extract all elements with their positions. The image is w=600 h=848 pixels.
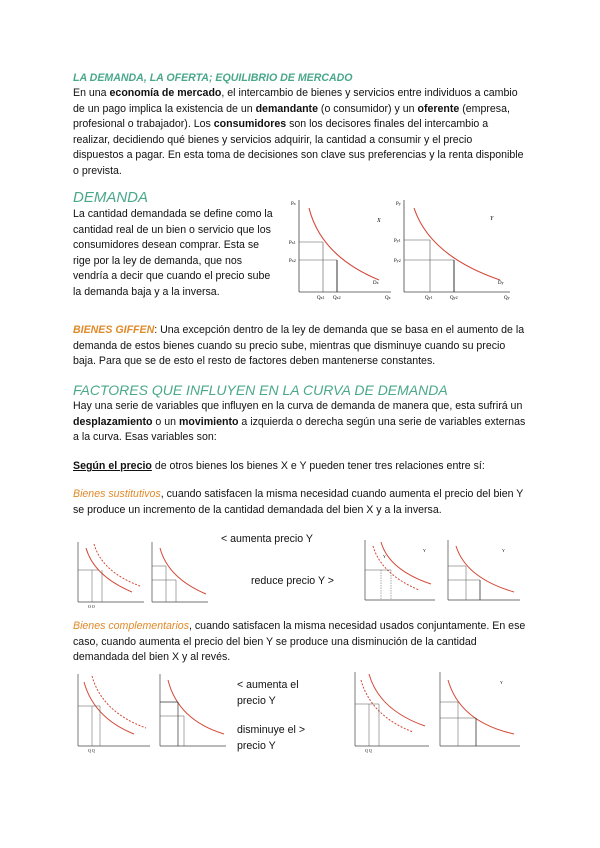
sustitutivos-paragraph [73,487,529,518]
sustitutivos-graph-x-up [72,540,146,608]
svg-text:Qy: Qy [504,295,510,301]
svg-text:Y: Y [383,554,386,559]
sustitutivos-caption-up: < aumenta precio Y [221,533,313,545]
complementarios-graph-x-down [347,670,431,754]
svg-text:X: X [377,218,381,224]
svg-text:Qy1: Qy1 [425,295,433,301]
complementarios-graph-y-up [154,672,228,754]
text: Hay una serie de variables que influyen en la curva de demanda de manera que, esta sufrirá un [73,400,523,412]
text: , el intercambio de bienes y servicios entre individuos a cambio de un pago implica la existencia de un [73,87,518,115]
sustitutivos-graph-y-up [146,540,210,608]
svg-text:Px2: Px2 [289,258,296,264]
svg-text:Qx2: Qx2 [333,295,341,301]
giffen-paragraph [73,323,529,370]
bold-term: economía de mercado [109,87,222,99]
svg-text:Qx1: Qx1 [317,295,325,301]
bold-term: movimiento [179,415,239,428]
svg-text:Y: Y [490,216,494,222]
svg-text:Q Q: Q Q [88,604,95,608]
svg-text:Qx: Qx [385,295,391,301]
svg-text:Y: Y [500,680,503,685]
complementarios-label: Bienes complementarios [73,620,189,632]
demand-graph-y [394,196,514,302]
sustitutivos-graph-y-down [440,538,522,608]
sustitutivos-graph-x-down [357,538,437,608]
text: de otros bienes los bienes X e Y pueden tener tres relaciones entre sí: [151,460,485,472]
bold-term: oferente [417,102,460,115]
intro-paragraph [73,86,525,180]
svg-text:Px: Px [291,201,296,207]
complementarios-paragraph [73,619,529,666]
text: , cuando satisfacen la misma necesidad usados conjuntamente. En ese caso, cuando aumenta el precio del bien Y se produce una disminución de la cantidad demandada del bien X y al revés. [73,620,526,664]
demand-graph-x [287,196,395,302]
text: , cuando satisfacen la misma necesidad cuando aumenta el precio del bien Y se produce un incremento de la cantidad demandada del bien X y a la inversa. [73,488,524,516]
sustitutivos-label: Bienes sustitutivos [73,488,161,500]
text: a izquierda o derecha según una serie de variables externas a la curva. Esas variables son: [73,415,526,444]
bold-term: desplazamiento [73,415,153,428]
text: son los decisores finales del intercambio a realizar, decidiendo qué bienes y servicios adquirir, la cantidad a consumir y el precio dispuestos a pagar. En esta toma de decisiones son clave sus preferencias y la renta disponible o prevista. [73,118,524,177]
intro-heading: LA DEMANDA, LA OFERTA; EQUILIBRIO DE MERCADO [73,72,353,84]
svg-text:Dx: Dx [373,280,379,286]
svg-text:Q Q: Q Q [88,748,95,753]
bold-term: consumidores [213,118,287,131]
complementarios-caption-down: disminuye el > precio Y [237,724,306,752]
svg-text:Py1: Py1 [394,238,401,244]
factores-paragraph [73,399,529,446]
text: (empresa, profesional o trabajador). Los [73,102,510,131]
svg-text:Py: Py [396,201,401,207]
demanda-text: La cantidad demandada se define como la cantidad real de un bien o servicio que los consumidores desean comprar. Esta se rige por la ley de demanda, que nos vendría a decir que cuando el precio sube la demanda baja y a la inversa. [73,208,273,298]
text: o un [152,415,179,428]
bold-term: demandante [255,102,318,115]
precio-label: Según el precio [73,460,152,472]
complementarios-graph-y-down [432,670,522,754]
svg-text:Qy2: Qy2 [450,295,458,301]
demanda-heading: DEMANDA [73,189,149,206]
text: : Una excepción dentro de la ley de demanda que se basa en el aumento de la demanda de estos bienes cuando su precio sube, mientras que disminuye cuando su precio baja. Para que se de esto el resto de factores deben mantenerse constantes. [73,324,525,368]
complementarios-caption-up: < aumenta el precio Y [237,679,299,707]
precio-paragraph [73,459,529,475]
svg-text:Y: Y [502,548,505,553]
complementarios-graph-x-up [72,672,152,754]
svg-text:Px1: Px1 [289,240,296,246]
svg-text:Y: Y [423,548,426,553]
text: En una [73,87,110,99]
svg-text:Q Q: Q Q [365,748,372,753]
sustitutivos-caption-down: reduce precio Y > [251,575,334,587]
factores-heading: FACTORES QUE INFLUYEN EN LA CURVA DE DEMANDA [73,382,448,398]
svg-text:Py2: Py2 [394,258,401,264]
svg-text:Dy: Dy [498,280,504,286]
giffen-label: BIENES GIFFEN [73,324,155,336]
text: (o consumidor) y un [317,102,418,115]
